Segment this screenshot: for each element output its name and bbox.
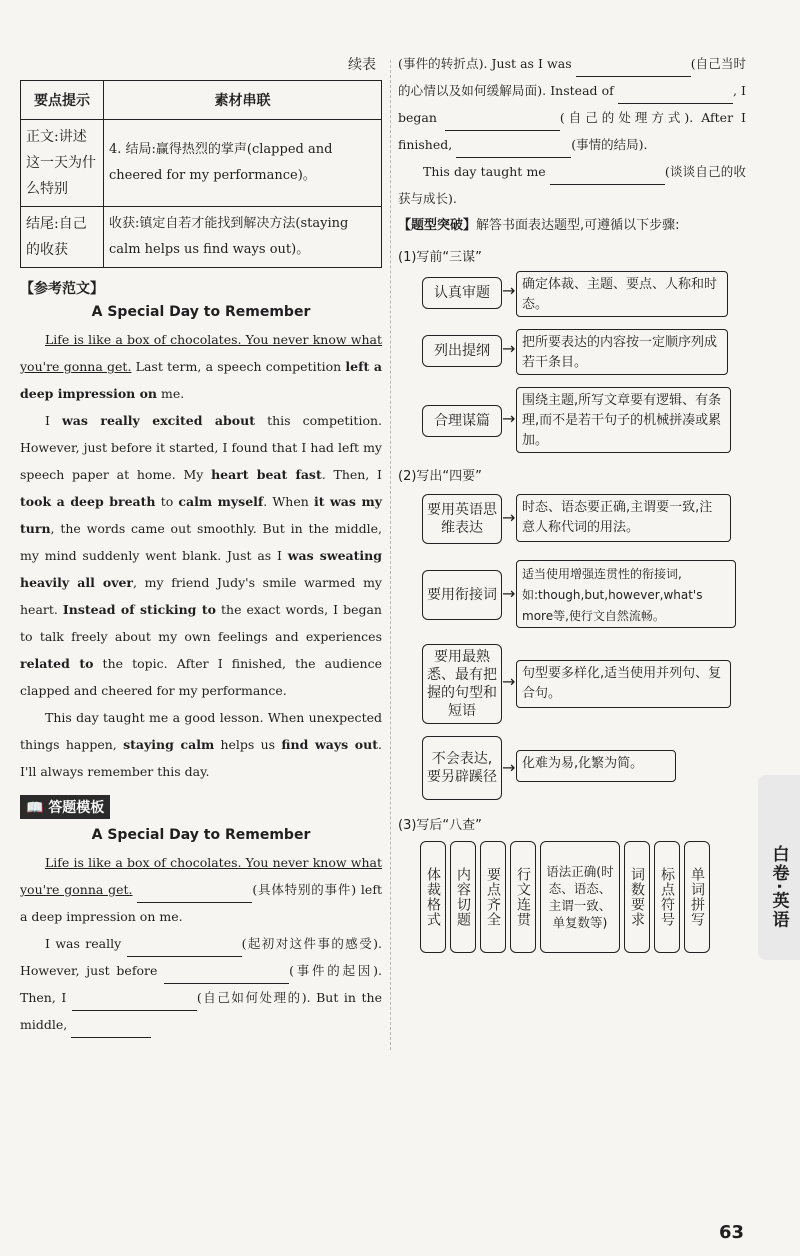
blank-hint: (事情的结局) xyxy=(571,137,644,152)
eight-checks-row xyxy=(420,841,746,953)
flow-label: 认真审题 xyxy=(422,277,502,309)
template-conclusion: This day taught me (谈谈自己的收获与成长). xyxy=(398,164,746,206)
strategy-tag: 【题型突破】 xyxy=(398,218,477,233)
text-run: . Instead of xyxy=(542,83,618,98)
arrow-right-icon: → xyxy=(502,758,516,777)
text-run: , I began xyxy=(398,83,746,125)
text-run: helps us xyxy=(214,737,282,752)
text-run: This day taught me a good lesson. When unexpected things happen, xyxy=(20,710,382,752)
flow-label: 不会表达,要另辟蹊径 xyxy=(422,736,502,800)
table-header: 素材串联 xyxy=(104,81,382,120)
fill-blank[interactable] xyxy=(456,143,571,158)
arrow-right-icon: → xyxy=(502,339,516,358)
table-cell: 结尾:自己的收获 xyxy=(21,207,104,268)
arrow-right-icon: → xyxy=(502,281,516,300)
bold-phrase: left a deep impression on xyxy=(20,359,382,401)
step-3-heading: (3)写后“八查” xyxy=(398,818,482,833)
underlined-phrase: Life is like a box of chocolates. You never know what you're gonna get. xyxy=(20,332,382,374)
arrow-right-icon: → xyxy=(502,409,516,428)
text-run: . However, just before xyxy=(20,936,382,978)
bold-phrase: it was my turn xyxy=(20,494,382,536)
flow-item xyxy=(398,490,746,556)
text-run: left a deep impression on me. xyxy=(20,882,382,924)
blank-hint: (具体特别的事件) xyxy=(252,882,357,897)
bold-phrase: took a deep breath xyxy=(20,494,156,509)
text-run: . I'll always remember this day. xyxy=(20,737,382,779)
fill-blank[interactable] xyxy=(137,888,252,903)
answer-template-banner xyxy=(20,795,110,819)
fill-blank[interactable] xyxy=(550,170,665,185)
bold-phrase: Instead of sticking to xyxy=(62,602,216,617)
blank-hint: (自己当时的心情以及如何缓解局面) xyxy=(398,56,746,98)
sample-paragraph-2 xyxy=(20,407,382,704)
text-run: . Then, I xyxy=(20,963,382,1005)
text-run: . After I finished, xyxy=(398,110,746,152)
text-run: I xyxy=(45,413,63,428)
table-row xyxy=(21,120,382,207)
sample-essay-tag: 【参考范文】 xyxy=(20,281,104,297)
page-number: 63 xyxy=(718,1222,744,1243)
template-title: A Special Day to Remember xyxy=(91,827,311,843)
check-item: 要点齐全 xyxy=(480,841,506,953)
bold-phrase: find ways out xyxy=(281,737,379,752)
bold-phrase: heart beat fast xyxy=(211,467,322,482)
strategy-intro xyxy=(398,214,746,238)
table-header: 要点提示 xyxy=(21,81,104,120)
flow-description: 确定体裁、主题、要点、人称和时态。 xyxy=(516,271,728,317)
fill-blank[interactable] xyxy=(71,1023,151,1038)
side-tab xyxy=(758,775,800,960)
flow-label: 列出提纲 xyxy=(422,335,502,367)
check-item: 语法正确(时态、语态、主谓一致、单复数等) xyxy=(540,841,620,953)
table-header-row xyxy=(21,81,382,120)
text-run: to xyxy=(155,494,179,509)
table-cell: 正文:讲述这一天为什么特别 xyxy=(21,120,104,207)
bold-phrase: calm myself xyxy=(178,494,264,509)
flow-description: 把所要表达的内容按一定顺序列成若干条目。 xyxy=(516,329,728,375)
banner-label: 答题模板 xyxy=(48,800,105,816)
check-item: 词数要求 xyxy=(624,841,650,953)
check-item: 行文连贯 xyxy=(510,841,536,953)
text-run: the exact words, I began to talk freely about my own feelings and experiences xyxy=(20,602,382,644)
step-2-heading: (2)写出“四要” xyxy=(398,469,482,484)
flow-item xyxy=(398,327,746,383)
template-paragraph-2 xyxy=(20,930,382,1038)
table-row xyxy=(21,207,382,268)
template-paragraph-1 xyxy=(20,849,382,930)
fill-blank[interactable] xyxy=(72,996,197,1011)
text-run: , my friend Judy's smile warmed my heart. xyxy=(20,575,382,617)
sample-essay-title: A Special Day to Remember xyxy=(91,304,311,320)
flow-item xyxy=(398,271,746,323)
bold-phrase: staying calm xyxy=(123,737,215,752)
flow-item xyxy=(398,644,746,732)
fill-blank[interactable] xyxy=(127,942,242,957)
column-divider xyxy=(390,60,391,1050)
flow-description: 句型要多样化,适当使用并列句、复合句。 xyxy=(516,660,731,708)
flow-description: 化难为易,化繁为简。 xyxy=(516,750,676,782)
flow-label: 要用最熟悉、最有把握的句型和短语 xyxy=(422,644,502,724)
bold-phrase: related to xyxy=(20,656,94,671)
arrow-right-icon: → xyxy=(502,672,516,691)
sample-paragraph-3 xyxy=(20,704,382,785)
text-run: . Just as I was xyxy=(483,56,576,71)
fill-blank[interactable] xyxy=(576,62,691,77)
blank-hint: (起初对这件事的感受) xyxy=(241,936,378,951)
flow-label: 合理谋篇 xyxy=(422,405,502,437)
book-icon: 📖 xyxy=(26,800,44,816)
flow-label: 要用衔接词 xyxy=(422,570,502,620)
table-cell: 4. 结局:赢得热烈的掌声(clapped and cheered for my performance)。 xyxy=(104,120,382,207)
arrow-right-icon: → xyxy=(502,508,516,527)
text-run: This day taught me xyxy=(423,164,550,179)
flow-item xyxy=(398,736,746,806)
continued-label: 续表 xyxy=(348,57,376,73)
check-item: 单词拼写 xyxy=(684,841,710,953)
blank-hint: (事件的起因) xyxy=(289,963,378,978)
left-column xyxy=(20,50,382,1038)
blank-hint: (谈谈自己的收获与成长) xyxy=(398,164,746,206)
check-item: 内容切题 xyxy=(450,841,476,953)
text-run: , the words came out smoothly. But in the middle, my mind suddenly went blank. Just as I xyxy=(20,521,382,563)
text-run: . But in the middle, xyxy=(20,990,382,1032)
step-1-heading: (1)写前“三谋” xyxy=(398,250,482,265)
check-item: 标点符号 xyxy=(654,841,680,953)
fill-blank[interactable] xyxy=(164,969,289,984)
text-run: Last term, a speech competition xyxy=(131,359,346,374)
template-continued: (事件的转折点). Just as I was (自己当时的心情以及如何缓解局面). Instead of , I began (自己的处理方式). After I finished, (事情的结局). xyxy=(398,50,746,158)
fill-blank[interactable] xyxy=(618,89,733,104)
text-run: the topic. After I finished, the audience clapped and cheered for my performance. xyxy=(20,656,382,698)
flow-label: 要用英语思维表达 xyxy=(422,494,502,544)
underlined-phrase: Life is like a box of chocolates. You never know what you're gonna get. xyxy=(20,855,382,897)
right-column xyxy=(398,50,746,953)
text-run: me. xyxy=(157,386,185,401)
strategy-intro-text: 解答书面表达题型,可遵循以下步骤: xyxy=(476,218,680,233)
text-run: . Then, I xyxy=(321,467,382,482)
outline-table xyxy=(20,80,382,268)
check-item: 体裁格式 xyxy=(420,841,446,953)
arrow-right-icon: → xyxy=(502,584,516,603)
blank-hint: (事件的转折点) xyxy=(398,56,484,71)
bold-phrase: was sweating heavily all over xyxy=(20,548,382,590)
flow-description: 时态、语态要正确,主谓要一致,注意人称代词的用法。 xyxy=(516,494,731,542)
flow-description: 围绕主题,所写文章要有逻辑、有条理,而不是若干句子的机械拼凑或累加。 xyxy=(516,387,731,453)
flow-description: 适当使用增强连贯性的衔接词,如:though,but,however,what's more等,使行文自然流畅。 xyxy=(516,560,736,628)
side-tab-label: 白卷·英语 xyxy=(768,845,789,930)
sample-paragraph-1 xyxy=(20,326,382,407)
blank-hint: (自己如何处理的) xyxy=(196,990,307,1005)
text-run: . When xyxy=(263,494,314,509)
table-cell: 收获:镇定自若才能找到解决方法(staying calm helps us find ways out)。 xyxy=(104,207,382,268)
text-run: I was really xyxy=(45,936,127,951)
text-run: this competition. However, just before it started, I found that I had left my speech paper at home. My xyxy=(20,413,383,482)
flow-item xyxy=(398,387,746,457)
fill-blank[interactable] xyxy=(445,116,560,131)
blank-hint: (自己的处理方式) xyxy=(559,110,690,125)
flow-item xyxy=(398,560,746,640)
bold-phrase: was really excited about xyxy=(62,413,255,428)
